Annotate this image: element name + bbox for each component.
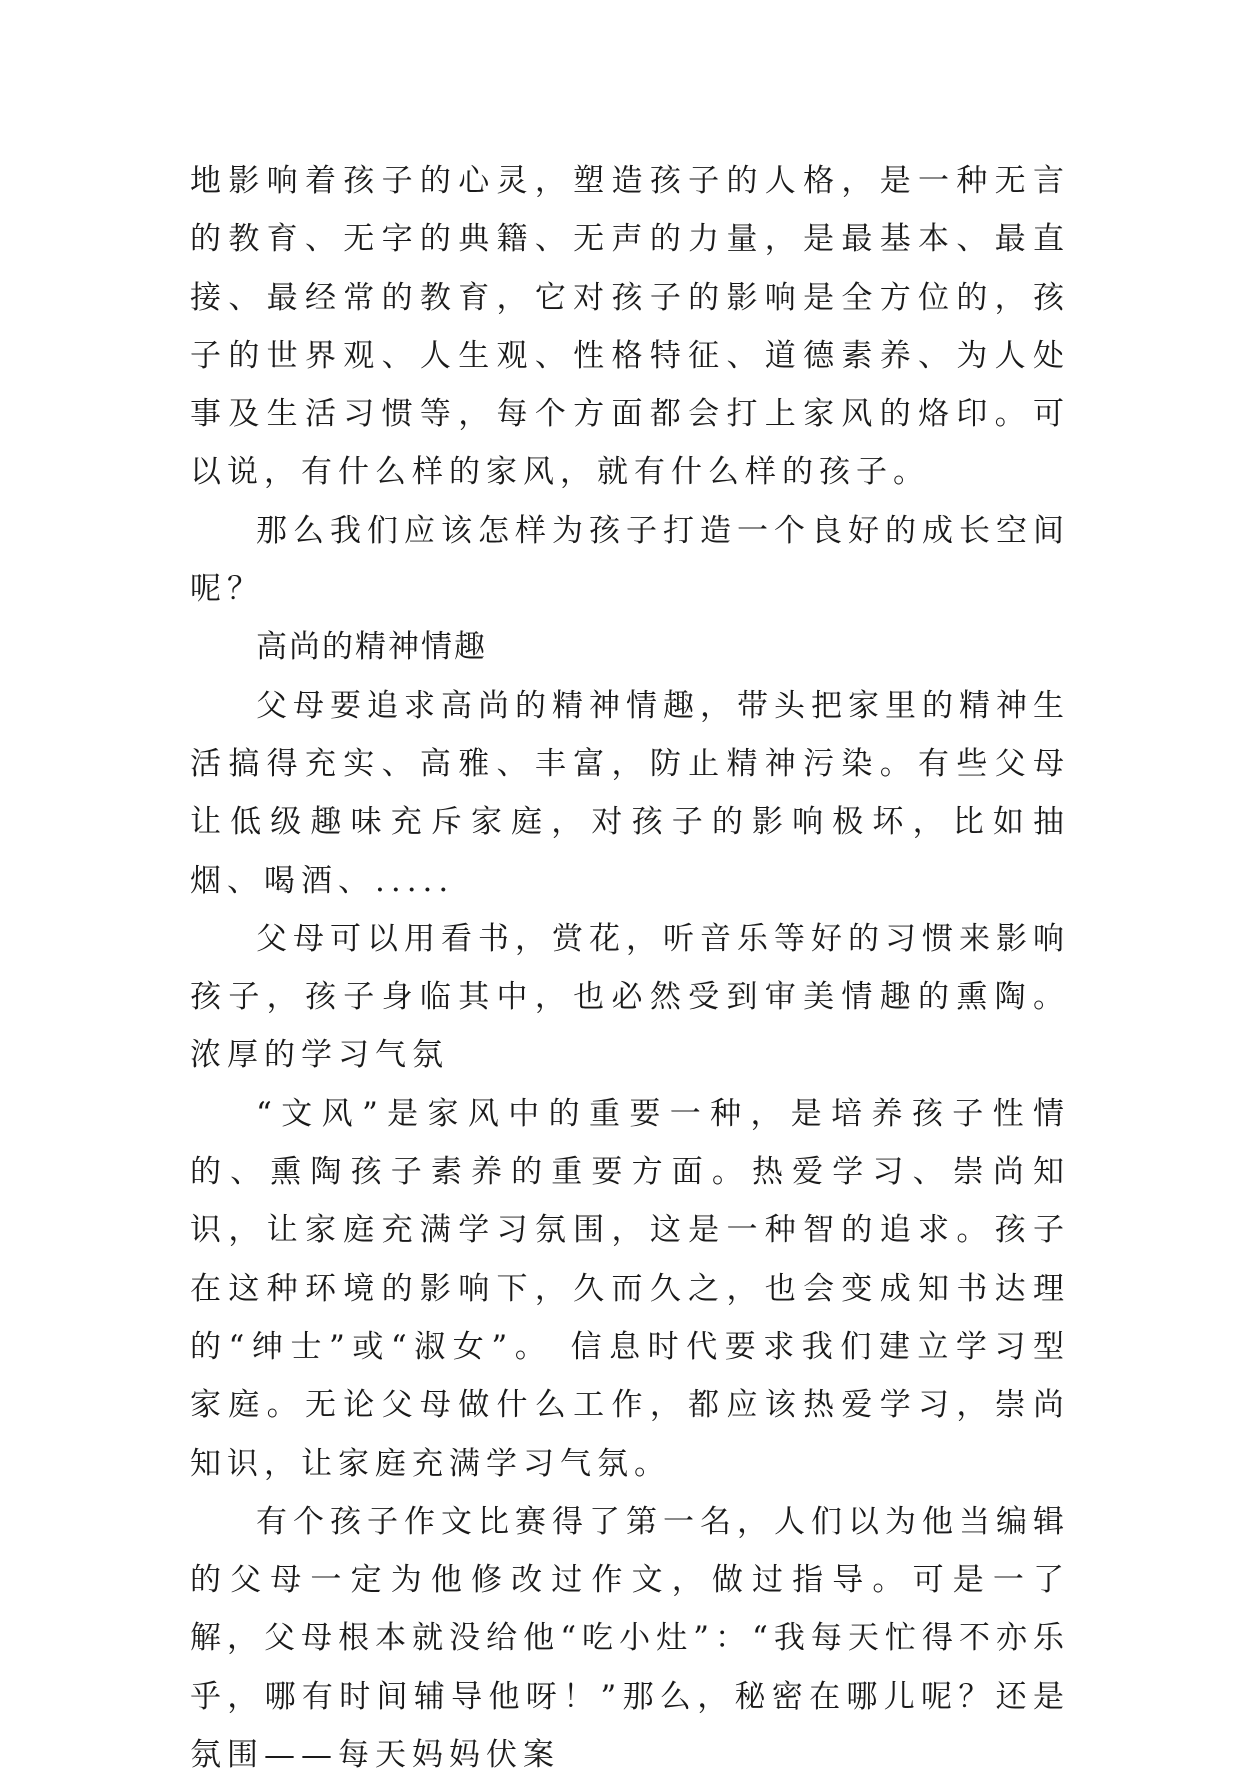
paragraph-5: “文风”是家风中的重要一种，是培养孩子性情的、熏陶孩子素养的重要方面。热爱学习、崇尚知识，让家庭充满学习氛围，这是一种智的追求。孩子在这种环境的影响下，久而久之，也会变成知书达理的“绅士”或“淑女”。 信息时代要求我们建立学习型家庭。无论父母做什么工作，都应该热爱学习，崇尚知识，让家庭充满学习气氛。	[190, 1095, 1070, 1482]
document-body	[190, 152, 1070, 1784]
paragraph-4: 父母可以用看书，赏花，听音乐等好的习惯来影响孩子，孩子身临其中，也必然受到审美情趣的熏陶。 浓厚的学习气氛	[190, 920, 1070, 1074]
paragraph-6: 有个孩子作文比赛得了第一名，人们以为他当编辑的父母一定为他修改过作文，做过指导。可是一了解，父母根本就没给他“吃小灶”：“我每天忙得不亦乐乎，哪有时间辅导他呀！”那么，秘密在哪儿呢？还是氛围——每天妈妈伏案	[190, 1503, 1070, 1774]
paragraph-3: 父母要追求高尚的精神情趣，带头把家里的精神生活搞得充实、高雅、丰富，防止精神污染。有些父母让低级趣味充斥家庭，对孩子的影响极坏，比如抽烟、喝酒、.....	[190, 687, 1070, 899]
paragraph-1: 地影响着孩子的心灵，塑造孩子的人格，是一种无言的教育、无字的典籍、无声的力量，是最基本、最直接、最经常的教育，它对孩子的影响是全方位的，孩子的世界观、人生观、性格特征、道德素养、为人处事及生活习惯等，每个方面都会打上家风的烙印。可以说，有什么样的家风，就有什么样的孩子。	[190, 163, 1070, 491]
paragraph-2: 那么我们应该怎样为孩子打造一个良好的成长空间呢？	[190, 512, 1070, 608]
section-heading-spirit: 高尚的精神情趣	[256, 629, 487, 666]
